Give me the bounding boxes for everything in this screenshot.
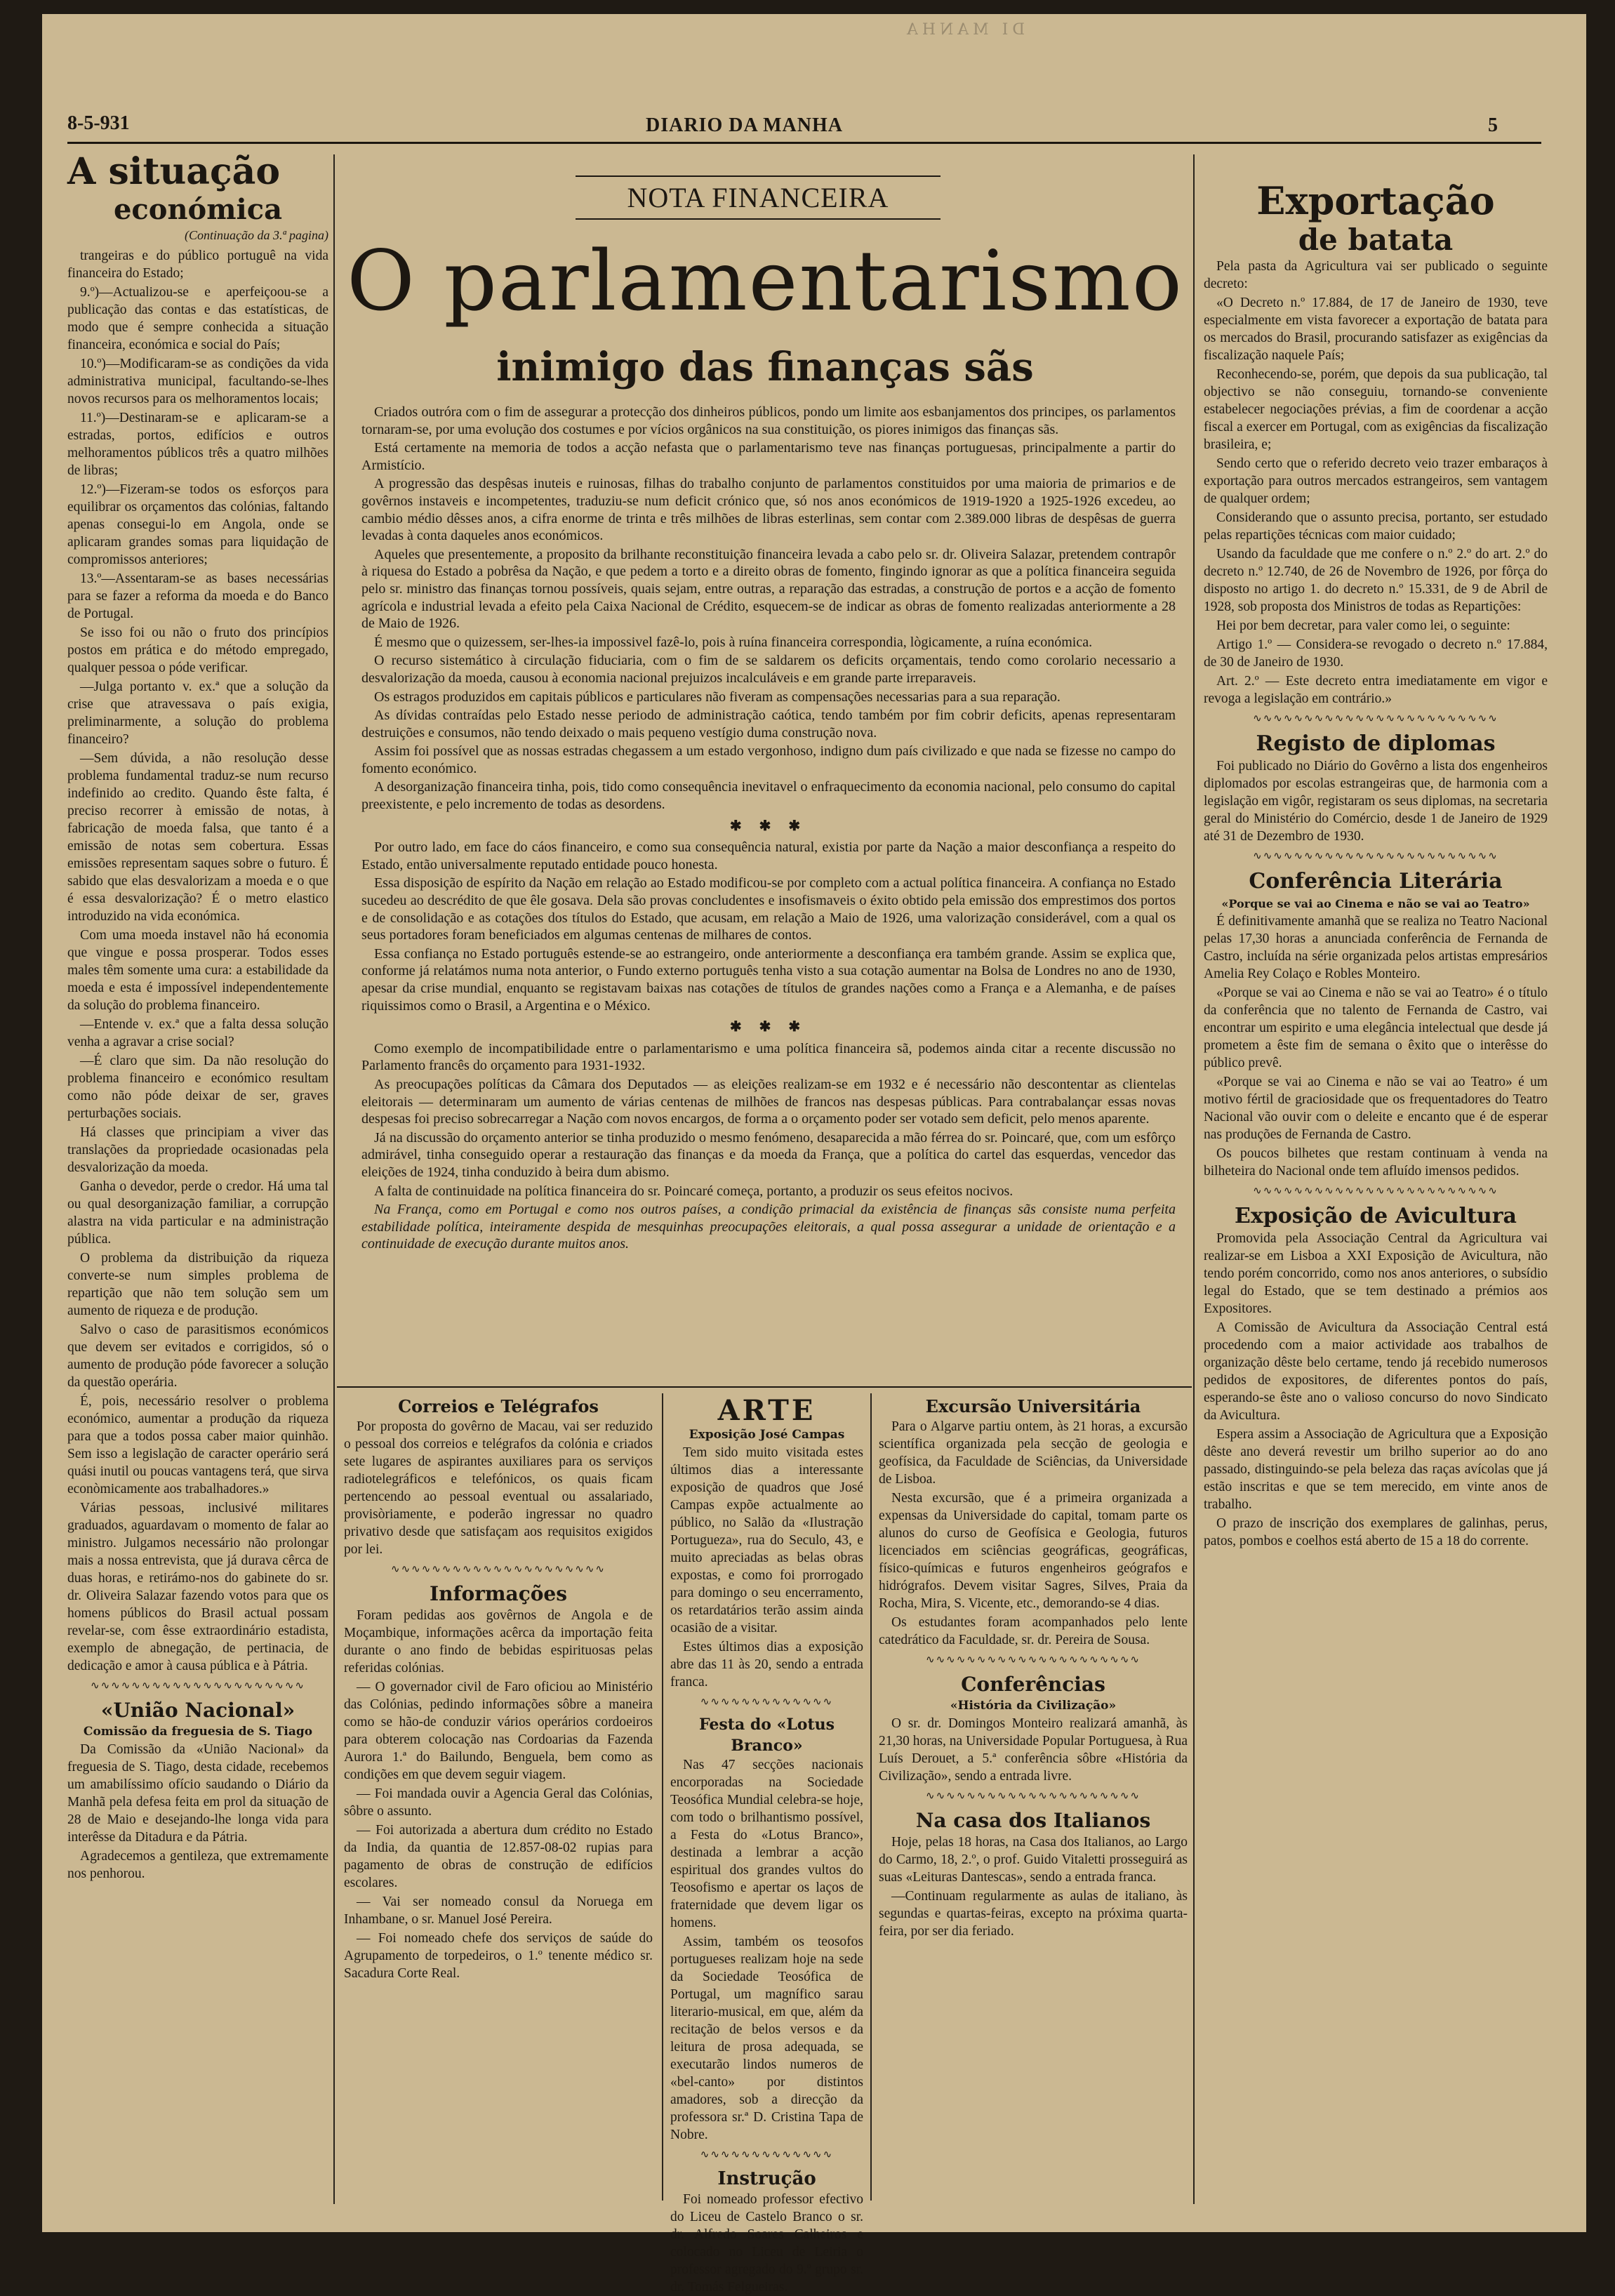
instrucao-body xyxy=(670,2191,863,2296)
paragraph: As dívidas contraídas pelo Estado nesse periodo de administração caótica, tendo também por fim cobrir deficits, apenas representaram destruições e consumos, não tendo deixado o mais pequeno vestígio duma construção nova. xyxy=(361,708,1176,741)
excursao-body xyxy=(879,1418,1188,1649)
main-headline: O parlamentarismo xyxy=(347,232,1183,329)
paragraph: O sr. dr. Domingos Monteiro realizará amanhã, às 21,30 horas, na Universidade Popular Portuguesa, à Rua Luís Derouet, a 5.ª conferência sôbre «História da Civilização», sendo a entrada livre. xyxy=(879,1716,1188,1784)
paragraph: —Julga portanto v. ex.ª que a solução da crise que atravessava o país exigia, preliminarmente, a solução do problema financeiro? xyxy=(67,679,328,747)
paragraph: As preocupações políticas da Câmara dos Deputados — as eleições realizam-se em 1932 e é necessário não descontentar as clientelas eleitorais — determinaram um aumento de várias centenas de milhões de francos nas despesas públicas. Para contrabalançar essas novas despesas foi preciso sobrecarregar a Nação com novos encargos, de forma a o orçamento poder ser votado sem deficit, pelo menos aparente. xyxy=(361,1076,1176,1127)
italianos-body xyxy=(879,1833,1188,1940)
uniao-nacional-body xyxy=(67,1741,328,1883)
paragraph: Como exemplo de incompatibilidade entre o parlamentarismo e uma política financeira sã, podemos ainda citar a recente discussão no Parlamento francês do orçamento para 1931-1932. xyxy=(361,1040,1176,1074)
paragraph: Hei por bem decretar, para valer como lei, o seguinte: xyxy=(1216,618,1510,633)
paragraph: 13.º—Assentaram-se as bases necessárias para se fazer a reforma da moeda e do Banco de Portugal. xyxy=(67,571,328,621)
paragraph: Ganha o devedor, perde o credor. Há uma tal ou qual desorganização familiar, a corrupção alastra na vida particular e na administração pública. xyxy=(67,1179,328,1247)
paragraph: Reconhecendo-se, porém, que depois da sua publicação, tal objectivo se não conseguiu, tornando-se conveniente estabelecer negociações prévias, a fim de coordenar a acção fiscal a exercer em Portugal, com as exigências da fiscalização brasileira, e; xyxy=(1204,367,1548,452)
paragraph: 11.º)—Destinaram-se e aplicaram-se a estradas, portos, edifícios e outros melhoramentos públicos três a quatro milhões de libras; xyxy=(67,411,328,478)
bottom-divider-2 xyxy=(870,1393,872,2201)
bottom-column-1 xyxy=(344,1395,653,2203)
paragraph: Os estudantes foram acompanhados pelo lente catedrático da Faculdade, sr. dr. Pereira de Sousa. xyxy=(879,1615,1188,1647)
exportacao-title: Exportação xyxy=(1256,178,1495,223)
ornament-divider: ∿∿∿∿∿∿∿∿∿∿∿∿∿∿∿∿∿∿∿∿∿ xyxy=(926,1654,1141,1666)
paragraph: Foi nomeado professor efectivo do Liceu de Castelo Branco o sr. dr. Alfredo Soares Calheiros e colocado no Liceu de Leiria o professor agregado do 9.º grupo sr. dr. Tomás Felgueiras. xyxy=(670,2192,863,2295)
paragraph: É mesmo que o quizessem, ser-lhes-ia impossivel fazê-lo, pois à ruína financeira correspondia, lògicamente, a ruína económica. xyxy=(374,634,1093,650)
page-number: 5 xyxy=(1488,114,1498,136)
arte-subtitle: Exposição José Campas xyxy=(689,1428,845,1442)
bottom-divider-1 xyxy=(662,1393,663,2201)
paragraph: Está certamente na memoria de todos a acção nefasta que o parlamentarismo teve nas finanças portuguesas, principalmente a partir do Armistício. xyxy=(361,440,1176,473)
conferencias-subtitle: «História da Civilização» xyxy=(950,1699,1117,1713)
column-divider-right xyxy=(1193,154,1195,2204)
paragraph: Assim, também os teosofos portugueses realizam hoje na sede da Sociedade Teosófica de Portugal, um magnífico sarau literario-musical, em que, além da recitação de belos versos e da leitura de prosa adequada, se executarão lindos numeros de «bel-canto» por distintos amadores, sob a direcção da professora sr.ª D. Cristina Tapa de Nobre. xyxy=(670,1935,863,2142)
informacoes-title: Informações xyxy=(430,1582,567,1605)
ornament-divider: ∿∿∿∿∿∿∿∿∿∿∿∿∿ xyxy=(700,1697,834,1708)
paragraph: 12.º)—Fizeram-se todos os esforços para equilibrar os orçamentos das colónias, faltando apenas consegui-lo em Angola, onde se aplicaram grandes somas para liquidação de compromissos anteriores; xyxy=(67,482,328,567)
paragraph: Considerando que o assunto precisa, portanto, ser estudado pelas repartições técnicas com maior cuidado; xyxy=(1204,510,1548,543)
conferencia-body xyxy=(1204,913,1548,1180)
informacoes-body xyxy=(344,1607,653,1982)
page-date: 8-5-931 xyxy=(67,112,130,134)
paragraph: 9.º)—Actualizou-se e aperfeiçoou-se a publicação das contas e das estatísticas, de modo que é sempre conhecida a situação financeira, económica e social do País; xyxy=(67,285,328,352)
exportacao-body xyxy=(1204,258,1548,708)
paragraph: Se isso foi ou não o fruto dos princípios postos em prática e do método empregado, qualquer pessoa o póde verificar. xyxy=(67,625,328,675)
paragraph: «O Decreto n.º 17.884, de 17 de Janeiro de 1930, teve especialmente em vista favorecer a exportação de batata para os mercados do Brasil, procurando satisfazer as exigências da fiscalização naquele País; xyxy=(1204,296,1548,363)
paragraph: —É claro que sim. Da não resolução do problema financeiro e económico resultam como não póde deixar de ser, graves perturbações sociais. xyxy=(67,1054,328,1121)
section-stars-1: ✱ ✱ ✱ xyxy=(729,818,808,834)
ornament-divider: ∿∿∿∿∿∿∿∿∿∿∿∿∿∿∿∿∿∿∿∿∿ xyxy=(91,1680,305,1692)
kicker-rule-top xyxy=(576,175,941,177)
paragraph: Para o Algarve partiu ontem, às 21 horas, a excursão scientífica organizada pela secção de geologia e geofísica, da Faculdade de Sciências, da Universidade de Lisboa. xyxy=(879,1419,1188,1487)
paragraph: Por outro lado, em face do cáos financeiro, e como sua consequência natural, existia por parte da Nação a maior desconfiança a respeito do Estado, então universalmente reputado entidade pouco honesta. xyxy=(361,840,1176,872)
newspaper-page xyxy=(42,14,1586,2295)
exportacao-subtitle: de batata xyxy=(1298,223,1454,257)
paragraph: Os estragos produzidos em capitais públicos e particulares não fiveram as compensações necessarias para a sua reparação. xyxy=(374,689,1061,705)
paragraph: — Foi mandada ouvir a Agencia Geral das Colónias, sôbre o assunto. xyxy=(344,1786,653,1819)
paragraph: trangeiras e do público portuguê na vida financeira do Estado; xyxy=(67,248,328,281)
avicultura-title: Exposição de Avicultura xyxy=(1235,1204,1517,1228)
newspaper-title: DIARIO DA MANHA xyxy=(646,114,843,136)
paragraph: Assim foi possível que as nossas estradas chegassem a um estado vergonhoso, indigno dum país civilizado e que nada se fizesse no campo do fomento económico. xyxy=(361,743,1176,776)
paragraph: Art. 2.º — Este decreto entra imediatamente em vigor e revoga a legislação em contrário.» xyxy=(1204,674,1548,706)
center-article-body xyxy=(361,404,1176,1383)
paragraph: Pela pasta da Agricultura vai ser publicado o seguinte decreto: xyxy=(1204,259,1548,291)
paragraph: A progressão das despêsas inuteis e ruinosas, filhas do trabalho conjunto de parlamentos constituidos por uma maioria de primarios e de govêrnos instaveis e incompetentes, traduziu-se num deficit crónico que, só nos anos económicos de 1919-1920 a 1925-1926 excedeu, ao cambio médio dêsses anos, a cifra enorme de trinta e três milhões de libras esterlinas, sem contar com 2.389.000 libras de despêsas de guerra levadas à conta daqueles anos económicos. xyxy=(361,476,1176,544)
paragraph: Nas 47 secções nacionais encorporadas na Sociedade Teosófica Mundial celebra-se hoje, com todo o brilhantismo possível, a Festa do «Lotus Branco», destinada a lembrar a acção espiritual dos grandes vultos do Teosofismo e apertar os laços de fraternidade que devem ligar os homens. xyxy=(670,1758,863,1930)
main-subheadline: inimigo das finanças sãs xyxy=(496,344,1034,390)
ornament-divider: ∿∿∿∿∿∿∿∿∿∿∿∿∿∿∿∿∿∿∿∿∿∿∿∿ xyxy=(1253,851,1498,862)
paragraph: «Porque se vai ao Cinema e não se vai ao Teatro» é um motivo fértil de graciosidade que os frequentadores do Teatro Nacional vão ouvir com o deleite e encanto que é de esperar nas produções de Fernanda de Castro. xyxy=(1204,1075,1548,1142)
paragraph: Foram pedidas aos govêrnos de Angola e de Moçambique, informações acêrca da importação feita durante o ano findo de bebidas espirituosas pelas referidas colónias. xyxy=(344,1608,653,1675)
bottom-column-3 xyxy=(879,1395,1188,2203)
column-divider-left xyxy=(333,154,335,2204)
uniao-nacional-subtitle: Comissão da freguesia de S. Tiago xyxy=(83,1725,313,1739)
article-subtitle-economica: económica xyxy=(113,193,283,226)
paragraph: Hoje, pelas 18 horas, na Casa dos Italianos, ao Largo do Carmo, 18, 2.º, o prof. Guido Vitaletti prosseguirá as suas «Leituras Dantescas», sendo a entrada franca. xyxy=(879,1835,1188,1885)
kicker-rule-bottom xyxy=(576,218,941,220)
paragraph: Nesta excursão, que é a primeira organizada a expensas da Universidade do capital, tomam parte os alunos do curso de Geofísica e Geologia, futuros licenciados em sciências geográficas, geográficas, físico-químicas e futuros engenheiros geógrafos e hidrógrafos. Devem visitar Sagres, Silves, Praia da Rocha, Mira, S. Vicente, etc., demorando-se 4 dias. xyxy=(879,1491,1188,1611)
correios-title: Correios e Telégrafos xyxy=(398,1396,599,1416)
paragraph: 10.º)—Modificaram-se as condições da vida administrativa municipal, facultando-se-lhes novos recursos para os melhoramentos locais; xyxy=(67,357,328,406)
paragraph: Espera assim a Associação de Agricultura que a Exposição dêste ano deverá revestir um brilho superior ao do ano passado, distinguindo-se pela beleza das raças avícolas que já estão inscritas e que se tem merecido, em vinte anos de trabalho. xyxy=(1204,1427,1548,1512)
header-rule xyxy=(67,142,1541,144)
paragraph: Promovida pela Associação Central da Agricultura vai realizar-se em Lisboa a XXI Exposição de Avicultura, não tendo porém concorrido, como nos anos anteriores, o subsídio legal do Estado, que se tem destinado a prémios aos Expositores. xyxy=(1204,1231,1548,1316)
paragraph: Na França, como em Portugal e como nos outros países, a condição primacial da existência de finanças sãs consiste numa perfeita estabilidade política, inteiramente despida de mesquinhas preocupações eleitorais, a qual possa assegurar a unidade de orientação e a continuidade de execução durante muitos anos. xyxy=(361,1202,1176,1252)
paragraph: Com uma moeda instavel não há economia que vingue e possa prosperar. Todos esses males têm somente uma cura: a estabilidade da moeda e esta é impossível independentemente da solução do problema financeiro. xyxy=(67,928,328,1013)
section-stars-2: ✱ ✱ ✱ xyxy=(729,1019,808,1035)
left-column xyxy=(67,151,328,2208)
bottom-column-2 xyxy=(670,1394,863,2295)
paragraph: Estes últimos dias a exposição abre das 11 às 20, sendo a entrada franca. xyxy=(670,1640,863,1690)
ornament-divider: ∿∿∿∿∿∿∿∿∿∿∿∿∿∿∿∿∿∿∿∿∿ xyxy=(926,1791,1141,1802)
paragraph: Artigo 1.º — Considera-se revogado o decreto n.º 17.884, de 30 de Janeiro de 1930. xyxy=(1204,637,1548,670)
article-title-situacao: A situação xyxy=(67,150,281,193)
nota-financeira-kicker xyxy=(576,175,941,220)
paragraph: Aqueles que presentemente, a proposito da brilhante reconstituição financeira levada a cabo pelo sr. dr. Oliveira Salazar, pretendem contrapôr à riquesa do Estado a pobrêsa da Nação, e que pedem a torto e a direito obras de fomento, fingindo ignorar as que a política financeira seguida pelo sr. ministro das finanças tornou possíveis, quais sejam, entre outras, a reparação das estradas, a construção de portos e a acção de fomento agrícola e industrial levada a efeito pela Caixa Nacional de Crédito, esquecem-se de indicar as obras de fomento realizadas anteriormente a 28 de Maio de 1926. xyxy=(361,546,1176,632)
paragraph: — Foi autorizada a abertura dum crédito no Estado da India, da quantia de 12.857-08-02 rupias para pagamento de obras de construção de edifícios escolares. xyxy=(344,1823,653,1890)
ornament-divider: ∿∿∿∿∿∿∿∿∿∿∿∿∿ xyxy=(700,2149,834,2161)
continuation-note: (Continuação da 3.ª pagina) xyxy=(185,228,328,242)
arte-body xyxy=(670,1444,863,1691)
paragraph: Criados outróra com o fim de assegurar a protecção dos dinheiros públicos, pondo um limite aos esbanjamentos dos principes, os parlamentos tornaram-se, por uma evolução dos costumes e por vícios orgânicos na sua constituição, os piores inimigos das finanças sãs. xyxy=(361,404,1176,437)
paragraph: Agradecemos a gentileza, que extremamente nos penhorou. xyxy=(67,1849,328,1881)
paragraph: O recurso sistemático à circulação fiduciaria, com o fim de se saldarem os deficits orçamentais, tendo como corolario necessario a desvalorização da moeda, causou à economia nacional prejuizos incalculáveis e em grande parte irreparaveis. xyxy=(361,653,1176,686)
paragraph: Sendo certo que o referido decreto veio trazer embaraços à exportação para outros mercados estrangeiros, sem vantagem de qualquer ordem; xyxy=(1204,456,1548,506)
paragraph: —Entende v. ex.ª que a falta dessa solução venha a agravar a crise social? xyxy=(67,1017,328,1049)
paragraph: Da Comissão da «União Nacional» da freguesia de S. Tiago, desta cidade, recebemos um amabilíssimo ofício saudando o Diário da Manhã pela defesa feita em prol da situação de 28 de Maio e desejando-lhe longa vida para interêsse da Ditadura e da Pátria. xyxy=(67,1742,328,1845)
italianos-title: Na casa dos Italianos xyxy=(915,1809,1151,1832)
ornament-divider: ∿∿∿∿∿∿∿∿∿∿∿∿∿∿∿∿∿∿∿∿∿∿∿∿ xyxy=(1253,713,1498,724)
paragraph: Essa disposição de espírito da Nação em relação ao Estado modificou-se por completo com a actual política financeira. A confiança no Estado sucedeu ao descrédito de que êle gosava. Dela são provas concludentes e insofismaveis o éxito obtido pela emissão dos emprestimos dos portos e de consolidação e as cotações dos títulos do Estado, que acusam, em relação a Maio de 1926, uma valorização considerável, com a qual os seus portadores foram beneficiados em algumas centenas de milhares de contos. xyxy=(361,875,1176,943)
paragraph: O prazo de inscrição dos exemplares de galinhas, perus, patos, pombos e coelhos está aberto de 15 a 18 do corrente. xyxy=(1204,1516,1548,1548)
lotus-title: Festa do «Lotus Branco» xyxy=(698,1716,835,1755)
correios-body: Por proposta do govêrno de Macau, vai ser reduzido o pessoal dos correios e telégrafos da colónia e criados sete lugares de aspirantes auxiliares para os serviços radiotelegráficos e telefónicos, os quais ficam pertencendo ao pessoal eventual ou assalariado, provisòriamente, e poderão ingressar no quadro privativo desde que satisfaçam aos requisitos exigidos por lei. xyxy=(344,1419,653,1557)
paragraph: Usando da faculdade que me confere o n.º 2.º do art. 2.º do decreto n.º 12.740, de 26 de Novembro de 1926, por fôrça do disposto no artigo 1. do decreto n.º 15.331, de 9 de Abril de 1928, sob proposta dos Ministros de todas as Repartições: xyxy=(1204,547,1548,614)
paragraph: A Comissão de Avicultura da Associação Central está procedendo com a maior actividade aos trabalhos de organização dêste belo certame, tendo já recebido numerosos pedidos de expositores, de diferentes pontos do país, esperando-se êste ano o valioso concurso do novo Sindicato da Avicultura. xyxy=(1204,1320,1548,1423)
paragraph: É definitivamente amanhã que se realiza no Teatro Nacional pelas 17,30 horas a anunciada conferência de Fernanda de Castro, incluída na série organizada pelos artistas empresários Amelia Rey Colaço e Robles Monteiro. xyxy=(1204,914,1548,981)
registo-title: Registo de diplomas xyxy=(1256,731,1496,756)
conferencias-body xyxy=(879,1715,1188,1785)
bleed-through-header: DI MANHA xyxy=(902,21,1025,39)
paragraph: — Vai ser nomeado consul da Noruega em Inhambane, o sr. Manuel José Pereira. xyxy=(344,1894,653,1927)
paragraph: —Sem dúvida, a não resolução desse problema fundamental traduz-se num recurso indefinido ao credito. Quando êste falta, é preciso recorrer à emissão de notas, à fabricação de moeda falsa, que tanto é a emissão de notas sem cobertura. Essas emissões representam saques sobre o futuro. É sabido que elas desvalorizam a moeda e o que é essa desvalorização? É o metro elastico introduzido na vida económica. xyxy=(67,751,328,924)
registo-body: Foi publicado no Diário do Govêrno a lista dos engenheiros diplomados por escolas estrangeiras que, de harmonia com a legislação em vigôr, registaram os seus diplomas, na secretaria geral do Ministério do Comércio, desde 1 de Janeiro de 1929 até 31 de Dezembro de 1930. xyxy=(1204,759,1548,844)
conferencia-subtitle: «Porque se vai ao Cinema e não se vai ao Teatro» xyxy=(1221,897,1530,910)
paragraph: É, pois, necessário resolver o problema económico, aumentar a produção da riqueza para que a todos possa caber maior quinhão. Sem isso a legislação de caracter operário será quási inutil ou poucas vantagens terá, que sirva econòmicamente aos trabalhadores.» xyxy=(67,1394,328,1497)
lotus-body xyxy=(670,1756,863,2144)
paragraph: Essa confiança no Estado português estende-se ao estrangeiro, onde anteriormente a desconfiança era também grande. Assim se explica que, conforme já relatámos numa nota anterior, o Fundo externo português tenha visto a sua cotação aumentar na Bolsa de Londres no ano de 1930, apesar da crise mundial, enquanto se registavam baixas nas cotações de títulos de grandes nações como a França e a Alemanha, e de países riquissimos como o Brasil, a Argentina e o México. xyxy=(361,945,1176,1014)
kicker-label: NOTA FINANCEIRA xyxy=(627,182,889,213)
ornament-divider: ∿∿∿∿∿∿∿∿∿∿∿∿∿∿∿∿∿∿∿∿∿ xyxy=(391,1564,606,1575)
paragraph: A desorganização financeira tinha, pois, tido como consequência inevitavel o enfraquecimento da economia nacional, pelo consumo do capital preexistente, e pelo incremento de todas as desordens. xyxy=(361,779,1176,813)
paragraph: Há classes que principiam a viver das translações da propriedade ocasionadas pela desvalorização da moeda. xyxy=(67,1125,328,1175)
uniao-nacional-title: «União Nacional» xyxy=(100,1699,295,1722)
paragraph: —Continuam regularmente as aulas de italiano, às segundas e quartas-feiras, excepto na próxima quarta-feira, por ser dia feriado. xyxy=(879,1889,1188,1939)
paragraph: Já na discussão do orçamento anterior se tinha produzido o mesmo fenómeno, desaparecida a mão férrea do sr. Poincaré, que, com um esfôrço admirável, tinha conseguido operar a restauração das finanças e da moeda da França, que a política do cartel das esquerdas, vencedor das eleições de 1924, tinha conduzido à beira dum abismo. xyxy=(361,1129,1176,1180)
ornament-divider: ∿∿∿∿∿∿∿∿∿∿∿∿∿∿∿∿∿∿∿∿∿∿∿∿ xyxy=(1253,1186,1498,1197)
excursao-title: Excursão Universitária xyxy=(925,1396,1141,1416)
arte-title: ARTE xyxy=(717,1394,816,1427)
situacao-body xyxy=(67,247,328,1675)
paragraph: O problema da distribuição da riqueza converte-se num simples problema de repartição que não tem solução sem um aumento de riqueza e de produção. xyxy=(67,1251,328,1318)
paragraph: Salvo o caso de parasitismos económicos que devem ser evitados e corrigidos, só o aumento de produção póde favorecer a solução da questão operária. xyxy=(67,1322,328,1390)
bottom-section-rule xyxy=(337,1386,1192,1388)
paragraph: — Foi nomeado chefe dos serviços de saúde do Agrupamento de torpedeiros, o 1.º tenente médico sr. Sacadura Corte Real. xyxy=(344,1931,653,1981)
avicultura-body xyxy=(1204,1230,1548,1550)
paragraph: «Porque se vai ao Cinema e não se vai ao Teatro» é o título da conferência que no talento de Fernanda de Castro, vai encontrar um espirito e uma elegância intelectual que desde já prometem a êste fim de semana o êxito que o interêsse do público prevê. xyxy=(1204,986,1548,1070)
paragraph: Os poucos bilhetes que restam continuam à venda na bilheteira do Nacional onde tem afluído imensos pedidos. xyxy=(1204,1146,1548,1179)
instrucao-title: Instrução xyxy=(717,2168,816,2189)
paragraph: A falta de continuidade na política financeira do sr. Poincaré começa, portanto, a produzir os seus efeitos nocivos. xyxy=(374,1183,1013,1199)
paragraph: Tem sido muito visitada estes últimos dias a interessante exposição de quadros que José Campas expõe actualmente ao público, no Salão da «Ilustração Portugueza», rua do Seculo, 43, e muito apreciadas as belas obras expostas, e como foi prorrogado para domingo o seu encerramento, os retardatários terão assim ainda ocasião de a visitar. xyxy=(670,1445,863,1635)
paragraph: — O governador civil de Faro oficiou ao Ministério das Colónias, pedindo informações sôbre a maneira como se hão-de conduzir vários operários cordoeiros para obterem colocação nas Cordoarias da Fazenda Aurora 1.ª do Bailundo, Benguela, bem como as condições em que devem seguir viagem. xyxy=(344,1680,653,1782)
conferencias-title: Conferências xyxy=(961,1673,1105,1696)
right-column xyxy=(1204,179,1548,2208)
paragraph: Várias pessoas, inclusivé militares graduados, aguardavam o momento de falar ao ministro. Julgamos necessário não prolongar mais a nossa entrevista, que já durava cêrca de duas horas, e retirámo-nos do gabinete do sr. dr. Oliveira Salazar fazendo votos para que os homens públicos do Brasil actual possam revelar-se, com êsse extraordinário estadista, exemplo de abnegação, de pertinacia, de dedicação e amor à causa pública e à Pátria. xyxy=(67,1501,328,1673)
conferencia-title: Conferência Literária xyxy=(1249,869,1503,894)
